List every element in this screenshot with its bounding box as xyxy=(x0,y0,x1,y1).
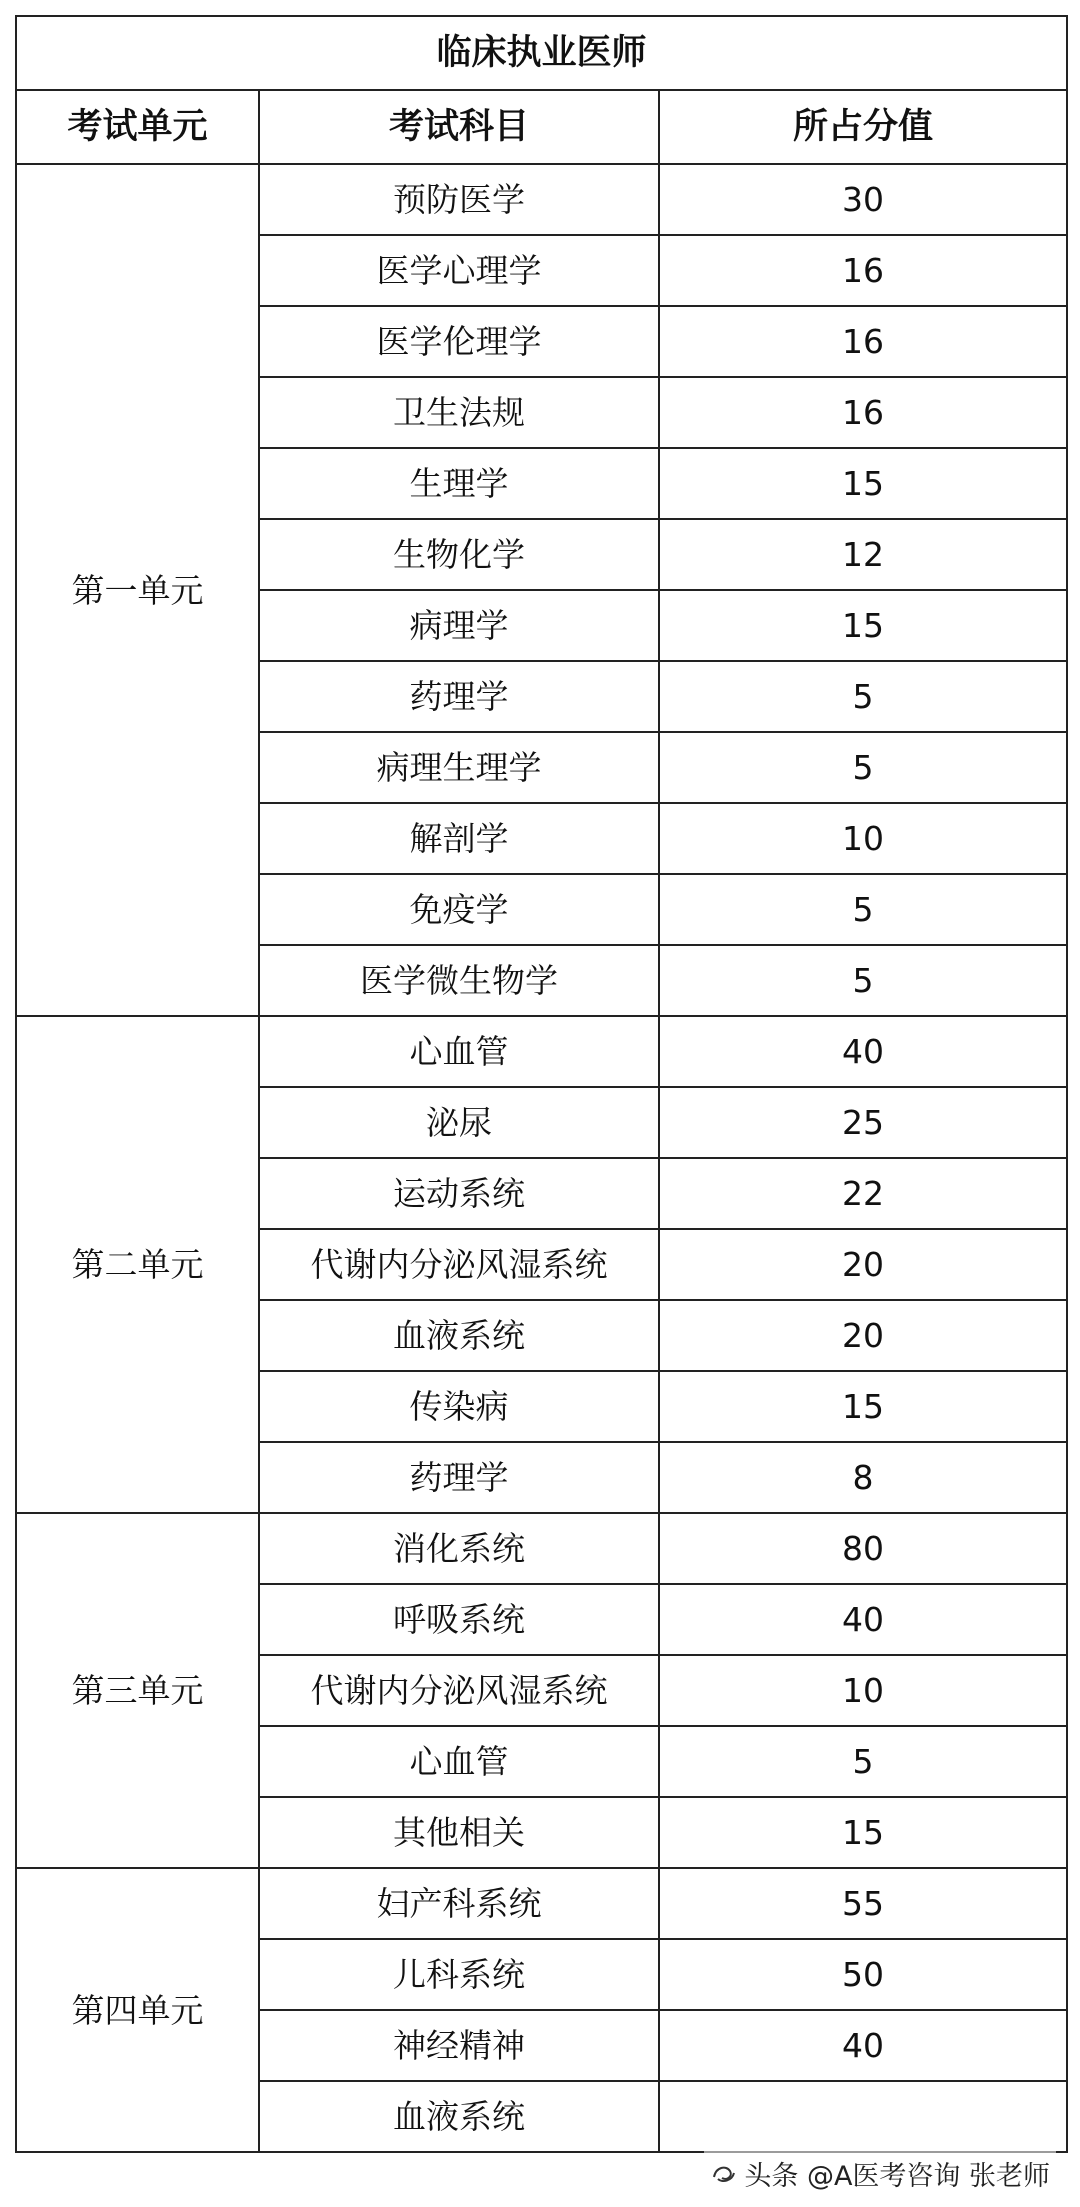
score-cell: 8 xyxy=(659,1442,1067,1513)
score-cell: 20 xyxy=(659,1300,1067,1371)
score-cell: 40 xyxy=(659,1016,1067,1087)
table-title: 临床执业医师 xyxy=(16,16,1067,90)
subject-cell: 解剖学 xyxy=(259,803,659,874)
score-cell: 40 xyxy=(659,2010,1067,2081)
header-unit: 考试单元 xyxy=(16,90,259,164)
score-cell: 5 xyxy=(659,874,1067,945)
unit-cell: 第一单元 xyxy=(16,164,259,1016)
score-cell: 40 xyxy=(659,1584,1067,1655)
header-row xyxy=(16,90,1067,164)
subject-cell: 血液系统 xyxy=(259,1300,659,1371)
score-cell: 15 xyxy=(659,1797,1067,1868)
unit-cell: 第四单元 xyxy=(16,1868,259,2152)
subject-cell: 心血管 xyxy=(259,1016,659,1087)
score-cell: 5 xyxy=(659,732,1067,803)
score-cell: 80 xyxy=(659,1513,1067,1584)
score-cell xyxy=(659,2081,1067,2152)
subject-cell: 预防医学 xyxy=(259,164,659,235)
score-cell: 10 xyxy=(659,1655,1067,1726)
score-cell: 30 xyxy=(659,164,1067,235)
score-cell: 15 xyxy=(659,590,1067,661)
score-cell: 22 xyxy=(659,1158,1067,1229)
table-row xyxy=(16,1868,1067,1939)
subject-cell: 卫生法规 xyxy=(259,377,659,448)
subject-cell: 其他相关 xyxy=(259,1797,659,1868)
score-cell: 5 xyxy=(659,1726,1067,1797)
score-cell: 20 xyxy=(659,1229,1067,1300)
subject-cell: 传染病 xyxy=(259,1371,659,1442)
watermark xyxy=(704,2151,1056,2195)
subject-cell: 妇产科系统 xyxy=(259,1868,659,1939)
subject-cell: 代谢内分泌风湿系统 xyxy=(259,1229,659,1300)
score-cell: 10 xyxy=(659,803,1067,874)
score-cell: 50 xyxy=(659,1939,1067,2010)
subject-cell: 医学微生物学 xyxy=(259,945,659,1016)
subject-cell: 医学伦理学 xyxy=(259,306,659,377)
subject-cell: 药理学 xyxy=(259,1442,659,1513)
score-cell: 25 xyxy=(659,1087,1067,1158)
table-body xyxy=(16,164,1067,2152)
subject-cell: 儿科系统 xyxy=(259,1939,659,2010)
subject-cell: 生理学 xyxy=(259,448,659,519)
score-cell: 16 xyxy=(659,306,1067,377)
subject-cell: 泌尿 xyxy=(259,1087,659,1158)
subject-cell: 药理学 xyxy=(259,661,659,732)
subject-cell: 神经精神 xyxy=(259,2010,659,2081)
subject-cell: 病理学 xyxy=(259,590,659,661)
subject-cell: 呼吸系统 xyxy=(259,1584,659,1655)
header-subject: 考试科目 xyxy=(259,90,659,164)
score-cell: 15 xyxy=(659,1371,1067,1442)
subject-cell: 心血管 xyxy=(259,1726,659,1797)
subject-cell: 血液系统 xyxy=(259,2081,659,2152)
subject-cell: 消化系统 xyxy=(259,1513,659,1584)
score-cell: 55 xyxy=(659,1868,1067,1939)
score-cell: 15 xyxy=(659,448,1067,519)
header-score: 所占分值 xyxy=(659,90,1067,164)
subject-cell: 代谢内分泌风湿系统 xyxy=(259,1655,659,1726)
table-row xyxy=(16,164,1067,235)
watermark-text: 头条 @A医考咨询 张老师 xyxy=(744,2160,1050,2192)
subject-cell: 免疫学 xyxy=(259,874,659,945)
subject-cell: 生物化学 xyxy=(259,519,659,590)
subject-cell: 病理生理学 xyxy=(259,732,659,803)
score-cell: 16 xyxy=(659,377,1067,448)
toutiao-swirl-icon xyxy=(710,2159,738,2187)
score-cell: 5 xyxy=(659,945,1067,1016)
subject-cell: 医学心理学 xyxy=(259,235,659,306)
table-row xyxy=(16,1016,1067,1087)
unit-cell: 第二单元 xyxy=(16,1016,259,1513)
score-cell: 12 xyxy=(659,519,1067,590)
subject-cell: 运动系统 xyxy=(259,1158,659,1229)
unit-cell: 第三单元 xyxy=(16,1513,259,1868)
title-row xyxy=(16,16,1067,90)
exam-score-table xyxy=(15,15,1068,2153)
score-cell: 5 xyxy=(659,661,1067,732)
table-row xyxy=(16,1513,1067,1584)
score-cell: 16 xyxy=(659,235,1067,306)
